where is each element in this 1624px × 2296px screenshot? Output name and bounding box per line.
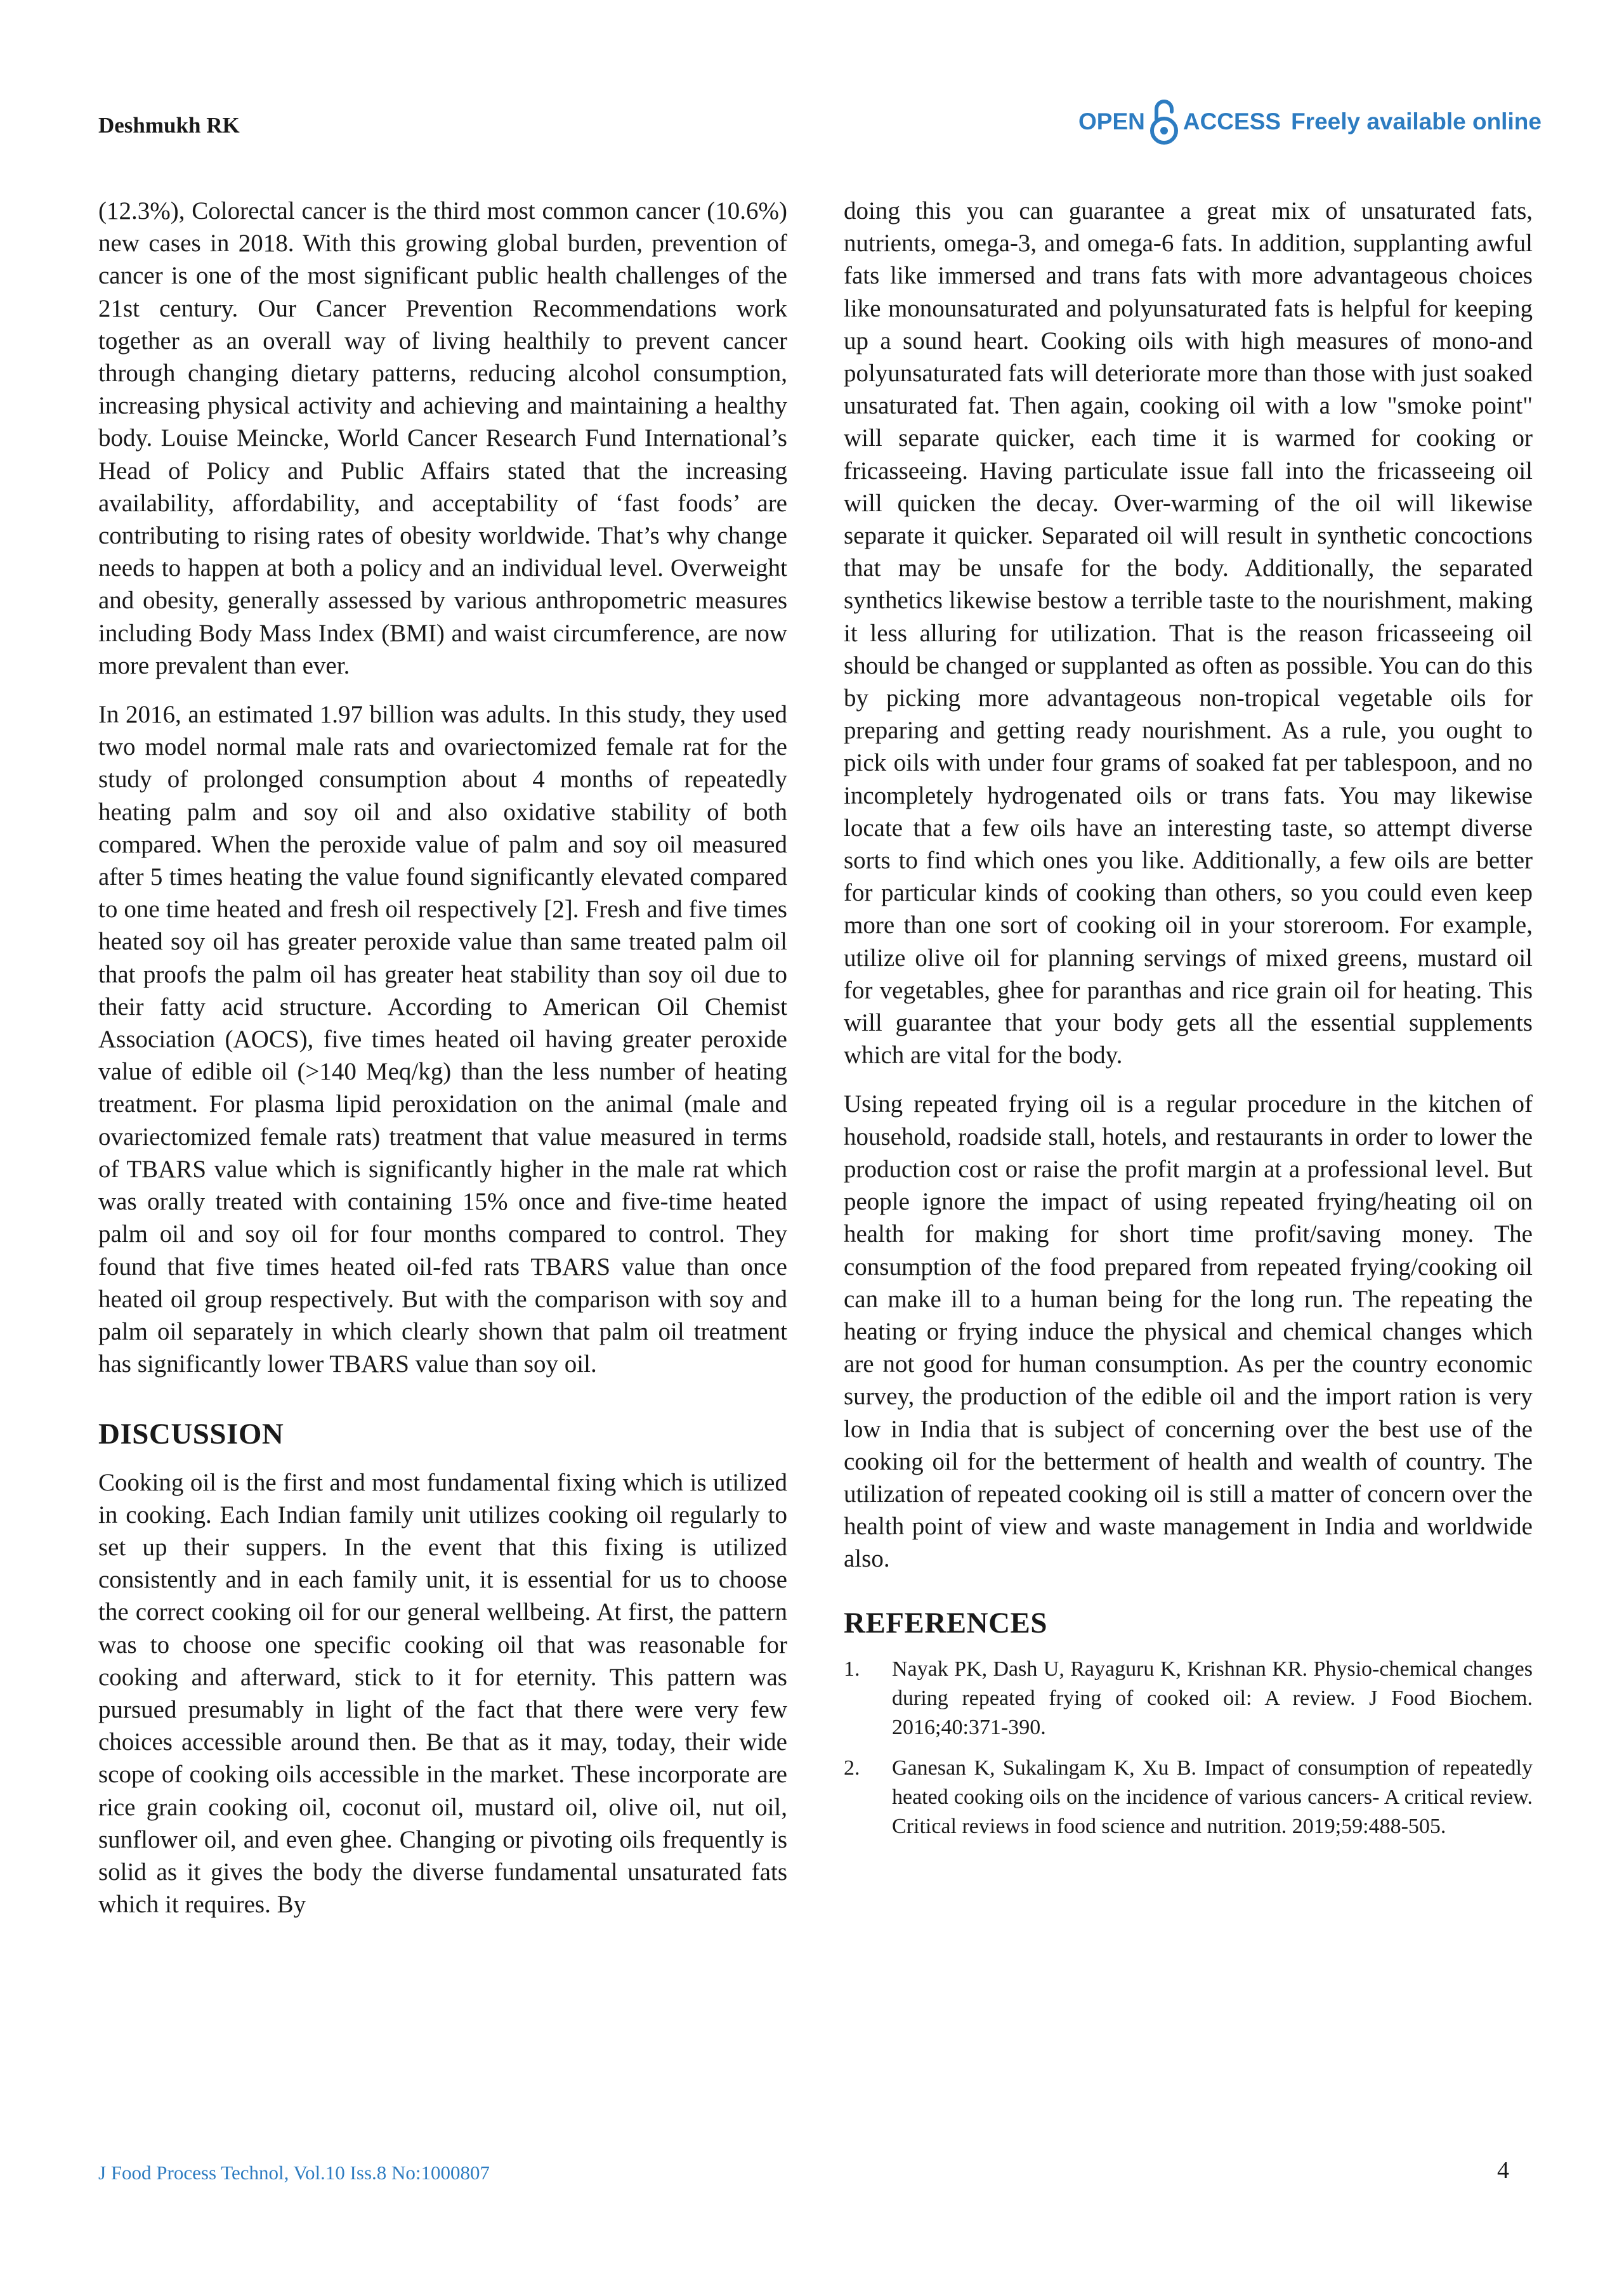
right-column [844,195,1533,1853]
body-paragraph: Using repeated frying oil is a regular procedure in the kitchen of household, roadside stall, hotels, and restaurants in order to lower the production cost or raise the profit margin at a professional level. But people ignore the impact of using repeated frying/heating oil on health for making for short time profit/saving money. The consumption of the food prepared from repeated frying/cooking oil can make ill to a human being for the long run. The repeating the heating or frying induce the physical and chemical changes which are not good for human consumption. As per the country economic survey, the production of the edible oil and the import ration is very low in India that is subject of concerning over the best use of the cooking oil for the betterment of health and wealth of country. The utilization of repeated cooking oil is still a matter of concern over the health point of view and waste management in India and worldwide also. [844,1090,1533,1573]
access-label: ACCESS [1182,108,1281,134]
reference-text: Ganesan K, Sukalingam K, Xu B. Impact of consumption of repeatedly heated cooking oils on the incidence of various cancers- A critical review. Critical reviews in food science and nutrition. 2019;59:488-505. [892,1756,1533,1838]
references-heading: REFERENCES [844,1606,1048,1640]
discussion-heading: DISCUSSION [98,1418,284,1451]
open-access-badge[interactable] [1078,96,1542,147]
reference-number: 2. [844,1756,860,1780]
page-number: 4 [1497,2157,1509,2184]
running-header-author: Deshmukh RK [98,113,240,138]
open-lock-icon [1148,96,1181,147]
body-paragraph: (12.3%), Colorectal cancer is the third most common cancer (10.6%) new cases in 2018. With this growing global burden, prevention of cancer is one of the most significant public health challenges of the 21st century. Our Cancer Prevention Recommendations work together as an overall way of living healthily to prevent cancer through changing dietary patterns, reducing alcohol consumption, increasing physical activity and achieving and maintaining a healthy body. Louise Meincke, World Cancer Research Fund International’s Head of Policy and Public Affairs stated that the increasing availability, affordability, and acceptability of ‘fast foods’ are contributing to rising rates of obesity worldwide. That’s why change needs to happen at both a policy and an individual level. Overweight and obesity, generally assessed by various anthropometric measures including Body Mass Index (BMI) and waist circumference, are now more prevalent than ever. [98,197,787,679]
body-paragraph: Cooking oil is the first and most fundamental fixing which is utilized in cooking. Each Indian family unit utilizes cooking oil regularly to set up their suppers. In the event that this fixing is utilized consistently and in each family unit, it is essential for us to choose the correct cooking oil for our general wellbeing. At first, the pattern was to choose one specific cooking oil that was reasonable for cooking and afterward, stick to it for eternity. This pattern was pursued presumably in light of the fact that there were very few choices accessible around then. Be that as it may, today, their wide scope of cooking oils accessible in the market. These incorporate are rice grain cooking oil, coconut oil, mustard oil, olive oil, nut oil, sunflower oil, and even ghee. Changing or pivoting oils frequently is solid as it gives the body the diverse fundamental unsaturated fats which it requires. By [98,1468,787,1919]
reference-item [844,1754,1533,1841]
body-paragraph: In 2016, an estimated 1.97 billion was adults. In this study, they used two model normal male rats and ovariectomized female rat for the study of prolonged consumption about 4 months of repeatedly heating palm and soy oil and also oxidative stability of both compared. When the peroxide value of palm and soy oil measured after 5 times heating the value found significantly elevated compared to one time heated and fresh oil respectively [2]. Fresh and five times heated soy oil has greater peroxide value than same treated palm oil that proofs the palm oil has greater heat stability than soy oil due to their fatty acid structure. According to American Oil Chemist Association (AOCS), five times heated oil having greater peroxide value of edible oil (>140 Meq/kg) than the less number of heating treatment. For plasma lipid peroxidation on the animal (male and ovariectomized female rats) treatment that value measured in terms of TBARS value which is significantly higher in the male rat which was orally treated with containing 15% once and five-time heated palm oil and soy oil for four months compared to control. They found that five times heated oil-fed rats TBARS value than once heated oil group respectively. But with the comparison with soy and palm oil separately in which clearly shown that palm oil treatment has significantly lower TBARS value than soy oil. [98,701,787,1378]
reference-item [844,1655,1533,1742]
footer-journal-citation: J Food Process Technol, Vol.10 Iss.8 No:1000807 [98,2162,490,2184]
left-column [98,195,787,1937]
reference-number: 1. [844,1657,860,1681]
reference-text: Nayak PK, Dash U, Rayaguru K, Krishnan KR. Physio-chemical changes during repeated frying of cooked oil: A review. J Food Biochem. 2016;40:371-390. [892,1657,1533,1739]
open-access-tagline: Freely available online [1291,108,1542,134]
reference-list [844,1655,1533,1841]
open-label: OPEN [1078,108,1145,134]
body-paragraph: doing this you can guarantee a great mix of unsaturated fats, nutrients, omega-3, and omega-6 fats. In addition, supplanting awful fats like immersed and trans fats with more advantageous choices like monounsaturated and polyunsaturated fats is helpful for keeping up a sound heart. Cooking oils with high measures of mono-and polyunsaturated fats will deteriorate more than those with just soaked unsaturated fat. Then again, cooking oil with a low "smoke point" will separate quicker, each time it is warmed for cooking or fricasseeing. Having particulate issue fall into the fricasseeing oil will quicken the decay. Over-warming of the oil will likewise separate it quicker. Separated oil will result in synthetic concoctions that may be unsafe for the body. Additionally, the separated synthetics likewise bestow a terrible taste to the nourishment, making it less alluring for utilization. That is the reason fricasseeing oil should be changed or supplanted as often as possible. You can do this by picking more advantageous non-tropical vegetable oils for preparing and getting ready nourishment. As a rule, you ought to pick oils with under four grams of soaked fat per tablespoon, and no incompletely hydrogenated oils or trans fats. You may likewise locate that a few oils have an interesting taste, so attempt diverse sorts to find which ones you like. Additionally, a few oils are better for particular kinds of cooking than others, so you could even keep more than one sort of cooking oil in your storeroom. For example, utilize olive oil for planning servings of mixed greens, mustard oil for vegetables, ghee for paranthas and rice grain oil for heating. This will guarantee that your body gets all the essential supplements which are vital for the body. [844,197,1533,1069]
